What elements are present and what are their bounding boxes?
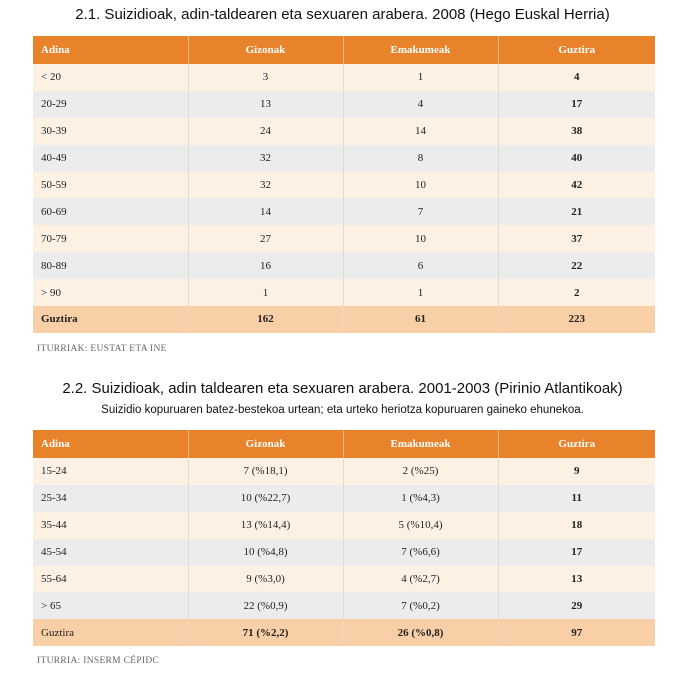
total-cell: 22 [498,252,655,279]
women-cell: 14 [343,118,498,145]
table2-subtitle: Suizidio kopuruaren batez-bestekoa urtean; eta urteko heriotza kopuruaren gaineko ehunekoa. [101,404,584,416]
total-cell: 4 [498,64,655,91]
women-cell: 10 [343,172,498,199]
table1 [33,36,655,333]
age-cell: 50-59 [33,172,188,199]
table1-source: ITURRIAK: EUSTAT ETA INE [37,344,167,354]
men-cell: 13 [188,91,343,118]
men-cell: 24 [188,118,343,145]
men-cell: 32 [188,145,343,172]
table1-total-row [33,306,655,333]
women-total: 61 [343,306,498,333]
age-cell: 35-44 [33,512,188,539]
men-cell: 7 (%18,1) [188,458,343,485]
women-cell: 6 [343,252,498,279]
table2-header-total: Guztira [498,430,655,458]
table2-source: ITURRIA: INSERM CÉPIDC [37,656,160,666]
total-cell: 38 [498,118,655,145]
table-row [33,118,655,145]
women-cell: 1 [343,279,498,306]
table2-header-row [33,430,655,458]
age-cell: 40-49 [33,145,188,172]
table1-header-men: Gizonak [188,36,343,64]
table-row [33,252,655,279]
table1-header-total: Guztira [498,36,655,64]
table-row [33,225,655,252]
men-cell: 9 (%3,0) [188,566,343,593]
table-row [33,566,655,593]
table-row [33,512,655,539]
men-cell: 3 [188,64,343,91]
age-cell: 45-54 [33,539,188,566]
total-cell: 18 [498,512,655,539]
women-cell: 2 (%25) [343,458,498,485]
table-row [33,145,655,172]
total-cell: 11 [498,485,655,512]
age-cell: > 90 [33,279,188,306]
total-cell: 42 [498,172,655,199]
total-label: Guztira [33,306,188,333]
total-cell: 13 [498,566,655,593]
men-cell: 13 (%14,4) [188,512,343,539]
age-cell: > 65 [33,592,188,619]
table1-header-women: Emakumeak [343,36,498,64]
total-cell: 9 [498,458,655,485]
women-cell: 4 (%2,7) [343,566,498,593]
table-row [33,91,655,118]
women-cell: 7 [343,198,498,225]
age-cell: 60-69 [33,198,188,225]
total-cell: 2 [498,279,655,306]
women-cell: 7 (%6,6) [343,539,498,566]
total-label: Guztira [33,619,188,646]
table1-header-row [33,36,655,64]
age-cell: 20-29 [33,91,188,118]
table2-header-age: Adina [33,430,188,458]
men-cell: 27 [188,225,343,252]
women-cell: 4 [343,91,498,118]
age-cell: 30-39 [33,118,188,145]
table1-title: 2.1. Suizidioak, adin-taldearen eta sexuaren arabera. 2008 (Hego Euskal Herria) [75,6,610,23]
men-cell: 10 (%22,7) [188,485,343,512]
total-cell: 21 [498,198,655,225]
table2-title: 2.2. Suizidioak, adin taldearen eta sexuaren arabera. 2001-2003 (Pirinio Atlantikoak) [62,380,623,397]
total-cell: 40 [498,145,655,172]
men-total: 71 (%2,2) [188,619,343,646]
men-total: 162 [188,306,343,333]
table-row [33,539,655,566]
age-cell: 55-64 [33,566,188,593]
men-cell: 14 [188,198,343,225]
grand-total: 223 [498,306,655,333]
age-cell: 25-34 [33,485,188,512]
age-cell: < 20 [33,64,188,91]
table-row [33,198,655,225]
age-cell: 80-89 [33,252,188,279]
women-total: 26 (%0,8) [343,619,498,646]
women-cell: 1 [343,64,498,91]
age-cell: 15-24 [33,458,188,485]
table-row [33,458,655,485]
women-cell: 8 [343,145,498,172]
women-cell: 1 (%4,3) [343,485,498,512]
men-cell: 32 [188,172,343,199]
total-cell: 17 [498,539,655,566]
women-cell: 7 (%0,2) [343,592,498,619]
table-row [33,279,655,306]
table2 [33,430,655,646]
women-cell: 5 (%10,4) [343,512,498,539]
table-row [33,485,655,512]
age-cell: 70-79 [33,225,188,252]
men-cell: 1 [188,279,343,306]
total-cell: 17 [498,91,655,118]
total-cell: 37 [498,225,655,252]
table-row [33,64,655,91]
women-cell: 10 [343,225,498,252]
table-row [33,592,655,619]
table1-header-age: Adina [33,36,188,64]
men-cell: 22 (%0,9) [188,592,343,619]
men-cell: 16 [188,252,343,279]
table-row [33,172,655,199]
men-cell: 10 (%4,8) [188,539,343,566]
total-cell: 29 [498,592,655,619]
table2-total-row [33,619,655,646]
table2-header-men: Gizonak [188,430,343,458]
table2-header-women: Emakumeak [343,430,498,458]
grand-total: 97 [498,619,655,646]
